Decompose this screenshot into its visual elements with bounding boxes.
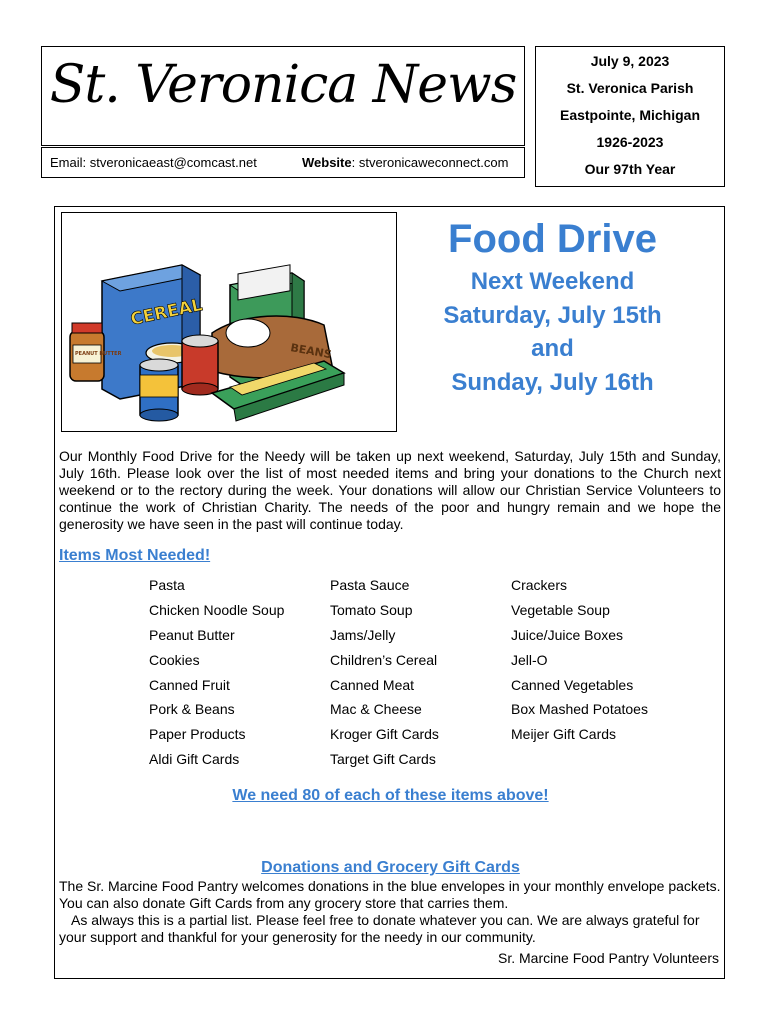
groceries-image — [62, 213, 396, 431]
item-childrens-cereal: Children’s Cereal — [330, 652, 438, 668]
item-target-gift-cards: Target Gift Cards — [330, 751, 436, 767]
item-pasta: Pasta — [149, 577, 185, 593]
parish-info-box — [535, 46, 725, 187]
food-drive-title: Food Drive — [448, 217, 657, 261]
masthead — [41, 46, 525, 146]
and-line: and — [531, 335, 574, 362]
food-drive-article — [54, 206, 725, 979]
sunday-date: Sunday, July 16th — [451, 369, 654, 396]
cereal-box-label: CEREAL — [128, 295, 205, 330]
item-cookies: Cookies — [149, 652, 200, 668]
item-vegetable-soup: Vegetable Soup — [511, 602, 610, 618]
item-pasta-sauce: Pasta Sauce — [330, 577, 410, 593]
donations-paragraph-1: The Sr. Marcine Food Pantry welcomes donations in the blue envelopes in your monthly envelope packets. You can also donate Gift Cards from any grocery store that carries them. — [59, 878, 721, 911]
item-aldi-gift-cards: Aldi Gift Cards — [149, 751, 240, 767]
next-weekend-line: Next Weekend — [470, 268, 635, 295]
email-label: Email: — [50, 155, 87, 170]
website-url[interactable]: stveronicaweconnect.com — [358, 155, 509, 170]
item-jell-o: Jell-O — [511, 652, 548, 668]
item-canned-meat: Canned Meat — [330, 677, 415, 693]
issue-date: July 9, 2023 — [590, 53, 670, 69]
newsletter-title: St. Veronica News — [49, 55, 517, 115]
parish-years: 1926-2023 — [596, 134, 664, 150]
item-juice-boxes: Juice/Juice Boxes — [511, 627, 624, 643]
item-paper-products: Paper Products — [149, 726, 246, 742]
email-line — [50, 155, 257, 170]
website-label: Website — [302, 155, 352, 170]
parish-anniversary: Our 97th Year — [584, 161, 676, 177]
item-jams-jelly: Jams/Jelly — [330, 627, 396, 643]
email-address[interactable]: stveronicaeast@comcast.net — [89, 155, 257, 170]
signature: Sr. Marcine Food Pantry Volunteers — [498, 950, 719, 966]
donations-paragraph-2: As always this is a partial list. Please feel free to donate whatever you can. We are always grateful for your support and thankful for your generosity for the needy in our community. — [59, 912, 700, 945]
item-canned-vegetables: Canned Vegetables — [511, 677, 634, 693]
item-box-mashed-potatoes: Box Mashed Potatoes — [511, 701, 648, 717]
parish-location: Eastpointe, Michigan — [559, 107, 700, 123]
item-meijer-gift-cards: Meijer Gift Cards — [511, 726, 617, 742]
beans-bag-label: BEANS — [289, 341, 333, 362]
item-canned-fruit: Canned Fruit — [149, 677, 230, 693]
donations-heading: Donations and Grocery Gift Cards — [261, 859, 520, 876]
item-crackers: Crackers — [511, 577, 568, 593]
website-line: Website: stveronicaweconnect.com — [302, 155, 509, 170]
item-peanut-butter: Peanut Butter — [149, 627, 235, 643]
contact-bar — [41, 147, 525, 178]
donations-paragraph — [59, 878, 721, 946]
parish-name: St. Veronica Parish — [566, 80, 694, 96]
jar-label: PEANUT BUTTER — [75, 351, 122, 357]
item-kroger-gift-cards: Kroger Gift Cards — [330, 726, 439, 742]
quantity-note: We need 80 of each of these items above! — [232, 787, 549, 804]
groceries-illustration — [61, 212, 397, 432]
saturday-date: Saturday, July 15th — [443, 302, 662, 329]
item-chicken-noodle-soup: Chicken Noodle Soup — [149, 602, 285, 618]
food-drive-paragraph: Our Monthly Food Drive for the Needy will be taken up next weekend, Saturday, July 15th and Sunday, July 16th. Please look over the list of most needed items and bring your donations to the Church next weekend or to the rectory during the week. Your donations will allow our Christian Service Volunteers to continue the work of Christian Charity. The needs of the poor and hungry remain and we hope the generosity we have seen in the past will continue today. — [59, 448, 721, 532]
item-pork-beans: Pork & Beans — [149, 701, 235, 717]
item-mac-cheese: Mac & Cheese — [330, 701, 422, 717]
item-tomato-soup: Tomato Soup — [330, 602, 413, 618]
items-heading: Items Most Needed! — [59, 547, 211, 564]
